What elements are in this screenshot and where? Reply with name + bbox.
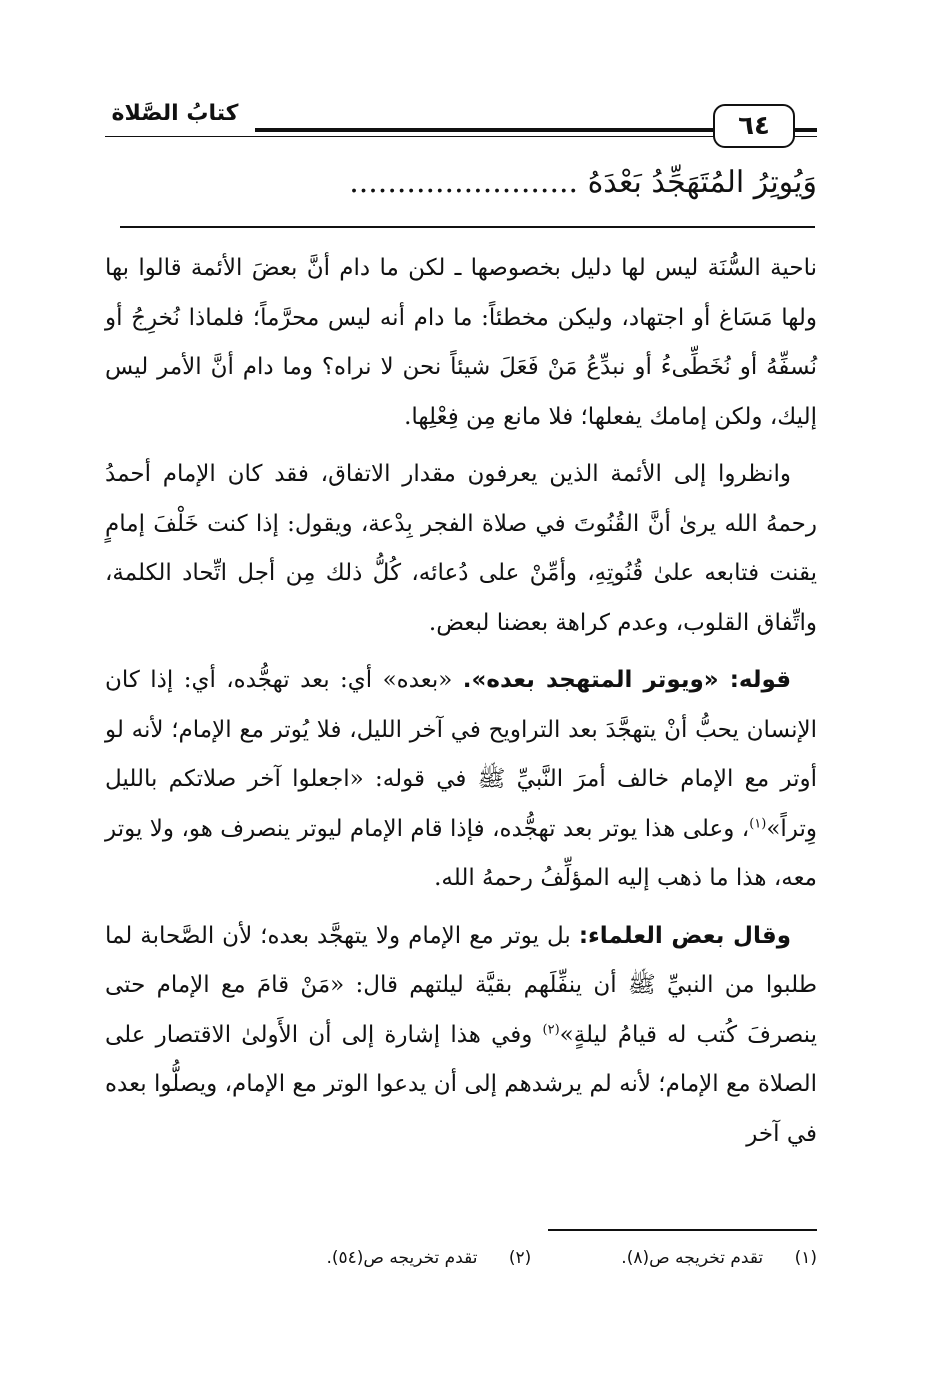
body-text — [105, 244, 817, 1224]
paragraph-4-text-b: وفي هذا إشارة إلى أن الأَولىٰ الاقتصار على الصلاة مع الإمام؛ لأنه لم يرشدهم إلى أن يدعوا الوتر مع الإمام، ويصلُّوا بعده في آخر — [105, 1021, 817, 1147]
paragraph-3-lead: قوله: «ويوتر المتهجد بعده». — [462, 667, 792, 693]
paragraph-2: وانظروا إلى الأئمة الذين يعرفون مقدار الاتفاق، فقد كان الإمام أحمدُ رحمهُ الله يرىٰ أنَّ القُنُوتَ في صلاة الفجر بِدْعة، ويقول: إذا كنت خَلْفَ إمامٍ يقنت فتابعه علىٰ قُنُوتِهِ، وأمِّنْ على دُعائه، كُلُّ ذلك مِن أجل اتِّحاد الكلمة، واتِّفاق القلوب، وعدم كراهة بعضنا لبعض. — [105, 461, 817, 636]
footnote-1-number: (١) — [794, 1248, 817, 1268]
paragraph-3-text-a: «بعده» أي: بعد تهجُّده، أي: إذا كان الإنسان يحبُّ أنْ يتهجَّدَ بعد التراويح في آخر الليل، فلا يُوتر مع الإمام؛ لأنه لو أوتر مع الإمام خالف أمرَ النَّبيِّ ﷺ في قوله: «اجعلوا آخر صلاتكم بالليل وِتراً» — [105, 667, 817, 842]
paragraph-3-text-b: ، وعلى هذا يوتر بعد تهجُّده، فإذا قام الإمام ليوتر ينصرف هو، ولا يوتر معه، هذا ما ذهب إليه المؤلِّفُ رحمهُ الله. — [105, 815, 817, 891]
footnote-ref-2[interactable]: (٢) — [542, 1021, 560, 1037]
paragraph-4 — [105, 912, 817, 1160]
title-rule — [120, 226, 815, 228]
paragraph-4-text-a: بل يوتر مع الإمام ولا يتهجَّد بعده؛ لأن الصَّحابة لما طلبوا من النبيِّ ﷺ أن ينفِّلَهم بقيَّة ليلتهم قال: «مَنْ قامَ مع الإمام حتى ينصرفَ كُتب له قيامُ ليلةٍ» — [105, 922, 817, 1048]
footnote-2-text: تقدم تخريجه ص(٥٤). — [326, 1248, 478, 1268]
footnotes — [150, 1238, 817, 1278]
footnote-rule — [548, 1229, 817, 1231]
footnote-2-number: (٢) — [508, 1248, 532, 1268]
book-title: كتابُ الصَّلاة — [95, 96, 255, 132]
footnote-2 — [326, 1238, 531, 1278]
footnote-1-text: تقدم تخريجه ص(٨). — [621, 1248, 764, 1268]
page-number: ٦٤ — [713, 104, 795, 148]
paragraph-4-lead: وقال بعض العلماء: — [578, 922, 791, 949]
footnote-1 — [621, 1238, 817, 1278]
section-title: وَيُوتِرُ المُتَهَجِّدُ بَعْدَهُ ........................ — [349, 165, 817, 200]
header-rule-bottom — [105, 136, 817, 137]
paragraph-1: ناحية السُّنَة ليس لها دليل بخصوصها ـ لكن ما دام أنَّ بعضَ الأئمة قالوا بها ولها مَسَاغ أو اجتهاد، وليكن مخطئاً: ما دام أنه ليس محرَّماً؛ فلماذا نُخرِجُ أو نُسفِّهُ أو نُخَطِّىءُ أو نبدِّعُ مَنْ فَعَلَ شيئاً نحن لا نراه؟ وما دام أنَّ الأمر ليس إليك، ولكن إمامك يفعلها؛ فلا مانع مِن فِعْلِها. — [105, 255, 817, 430]
footnote-ref-1[interactable]: (١) — [749, 815, 767, 831]
paragraph-3 — [105, 656, 817, 904]
